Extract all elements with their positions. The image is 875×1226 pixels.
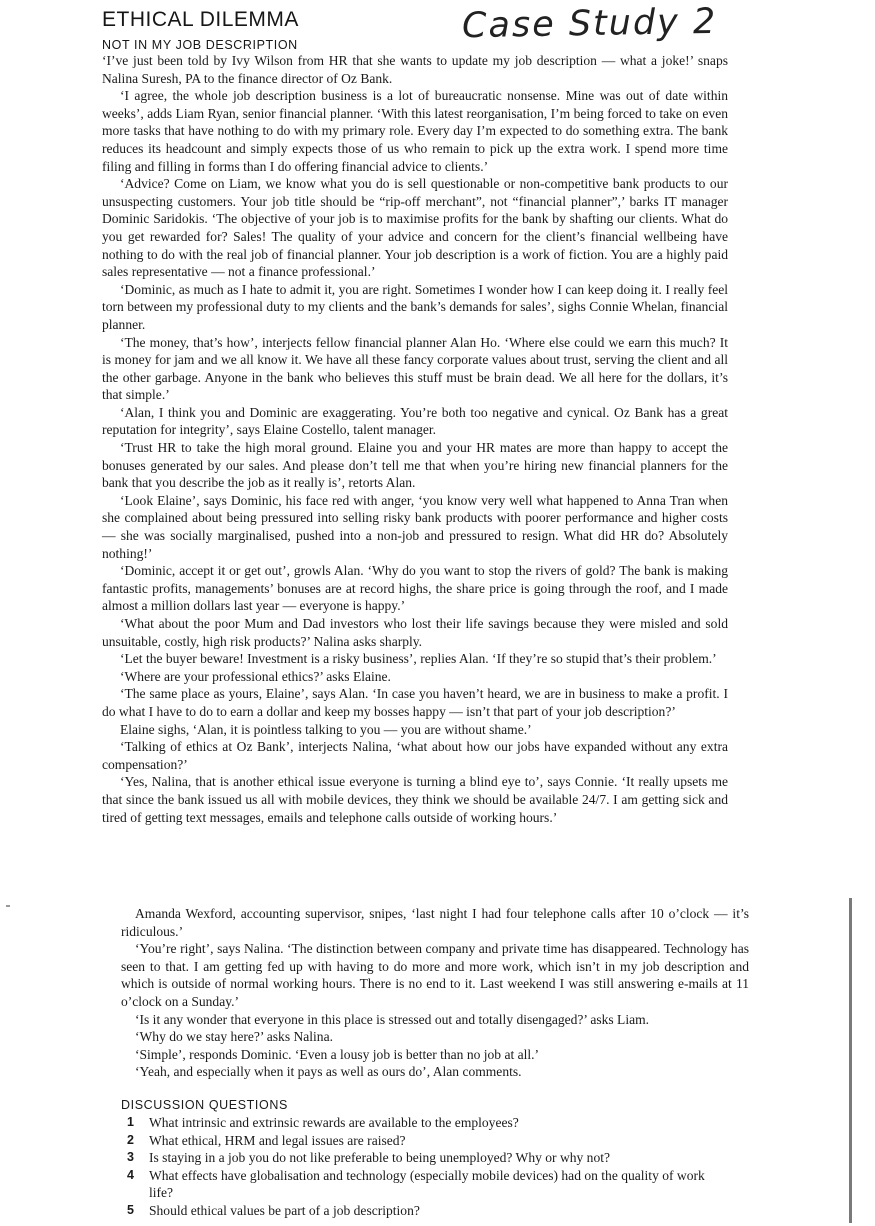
discussion-questions-list	[121, 1114, 731, 1219]
paragraph: ‘Talking of ethics at Oz Bank’, interjects Nalina, ‘what about how our jobs have expanded without any extra compensation?’	[102, 739, 728, 772]
discussion-question	[121, 1114, 731, 1132]
discussion-question	[121, 1202, 731, 1220]
paragraph: ‘What about the poor Mum and Dad investors who lost their life savings because they were misled and sold unsuitable, costly, high risk products?’ Nalina asks sharply.	[102, 616, 728, 649]
question-number: 3	[127, 1150, 134, 1164]
paragraph: ‘Look Elaine’, says Dominic, his face red with anger, ‘you know very well what happened to Anna Tran when she complained about being pressured into selling risky bank products with poorer performance and higher costs — she was socially marginalised, pushed into a non-job and pressured to resign. What did HR do? Absolutely nothing!’	[102, 492, 728, 561]
question-text: Is staying in a job you do not like preferable to being unemployed? Why or why not?	[149, 1150, 610, 1165]
case-study-text-continued	[121, 905, 749, 1081]
paragraph: ‘Dominic, as much as I hate to admit it, you are right. Sometimes I wonder how I can keep doing it. I really feel torn between my professional duty to my clients and the bank’s demands for sales’, sighs Connie Whelan, financial planner.	[102, 281, 728, 332]
case-study-text	[102, 52, 728, 826]
paragraph: Elaine sighs, ‘Alan, it is pointless talking to you — you are without shame.’	[120, 721, 532, 737]
paragraph: ‘Is it any wonder that everyone in this place is stressed out and totally disengaged?’ asks Liam.	[135, 1011, 650, 1027]
paragraph: ‘Yes, Nalina, that is another ethical issue everyone is turning a blind eye to’, says Connie. ‘It really upsets me that since the bank issued us all with mobile devices, they think we should be available 24/7. I am getting sick and tired of getting text messages, emails and telephone calls outside of working hours.’	[102, 774, 728, 825]
paragraph: ‘Simple’, responds Dominic. ‘Even a lousy job is better than no job at all.’	[135, 1046, 540, 1062]
paragraph: ‘Trust HR to take the high moral ground. Elaine you and your HR mates are more than happy to accept the bonuses generated by our sales. And please don’t tell me that when you’re hiring new financial planners for the bank that you describe the job as it really is’, retorts Alan.	[102, 440, 728, 491]
paragraph: ‘Dominic, accept it or get out’, growls Alan. ‘Why do you want to stop the rivers of gold? The bank is making fantastic profits, managements’ bonuses are at record highs, the share price is going through the roof, and I made almost a million dollars last year — everyone is happy.’	[102, 563, 728, 614]
question-text: What ethical, HRM and legal issues are raised?	[149, 1132, 406, 1148]
scan-artifact	[6, 905, 10, 907]
paragraph: ‘The same place as yours, Elaine’, says Alan. ‘In case you haven’t heard, we are in business to make a profit. I do what I have to do to earn a dollar and keep my bosses happy — isn’t that part of your job description?’	[102, 686, 728, 719]
paragraph: ‘Advice? Come on Liam, we know what you do is sell questionable or non-competitive bank products to our unsuspecting customers. Your job title should be “rip-off merchant”, not “financial planner”,’ barks IT manager Dominic Saridokis. ‘The objective of your job is to maximise profits for the bank by shafting our clients. What do you get rewarded for? Sales! The quality of your advice and concern for the client’s financial wellbeing have nothing to do with the real job of financial planner. Your job description is a work of fiction. You are a highly paid sales representative — not a finance professional.’	[102, 176, 728, 280]
discussion-question	[121, 1132, 731, 1150]
paragraph: ‘Yeah, and especially when it pays as well as ours do’, Alan comments.	[135, 1064, 522, 1080]
paragraph: ‘The money, that’s how’, interjects fellow financial planner Alan Ho. ‘Where else could we earn this much? It is money for jam and we all know it. We have all these fancy corporate values about trust, serving the client and all the other garbage. Anyone in the bank who believes this stuff must be brain dead. We all here for the dollars, it’s that simple.’	[102, 334, 728, 403]
document-subtitle: NOT IN MY JOB DESCRIPTION	[102, 38, 298, 52]
handwritten-note: Case Study 2	[461, 1, 718, 47]
discussion-question	[121, 1149, 731, 1167]
paragraph: ‘Where are your professional ethics?’ asks Elaine.	[120, 668, 391, 684]
paragraph: ‘Alan, I think you and Dominic are exaggerating. You’re both too negative and cynical. Oz Bank has a great reputation for integrity’, says Elaine Costello, talent manager.	[102, 404, 728, 438]
document-title: ETHICAL DILEMMA	[102, 8, 299, 31]
paragraph: ‘You’re right’, says Nalina. ‘The distinction between company and private time has disappeared. Technology has seen to that. I am getting fed up with having to do more and more work, which isn’t in my job description and which is outside of normal working hours. There is no end to it. Last weekend I was still answering e-mails at 11 o’clock on a Sunday.’	[121, 941, 749, 1009]
paragraph: ‘Why do we stay here?’ asks Nalina.	[135, 1029, 333, 1045]
discussion-question	[121, 1167, 731, 1202]
question-number: 1	[127, 1115, 134, 1129]
question-text: Should ethical values be part of a job description?	[149, 1202, 420, 1218]
paragraph: ‘I agree, the whole job description business is a lot of bureaucratic nonsense. Mine was out of date within weeks’, adds Liam Ryan, senior financial planner. ‘With this latest reorganisation, I’m being forced to take on even more tasks that have nothing to do with my primary role. Every day I’m expected to do something extra. The bank reduces its headcount and simply expects those of us who remain to pick up the extra work. I spend more time filing and filling in forms than I do offering financial advice to clients.’	[102, 88, 728, 174]
paragraph: ‘Let the buyer beware! Investment is a risky business’, replies Alan. ‘If they’re so stupid that’s their problem.’	[120, 651, 717, 667]
paragraph: ‘I’ve just been told by Ivy Wilson from HR that she wants to update my job description — what a joke!’ snaps Nalina Suresh, PA to the finance director of Oz Bank.	[102, 53, 728, 86]
question-number: 4	[127, 1167, 134, 1182]
question-text: What intrinsic and extrinsic rewards are available to the employees?	[149, 1115, 519, 1130]
question-number: 5	[127, 1202, 134, 1217]
scan-edge-shadow	[849, 898, 852, 1223]
question-text: What effects have globalisation and technology (especially mobile devices) had on the quality of work life?	[149, 1167, 705, 1200]
discussion-heading: DISCUSSION QUESTIONS	[121, 1098, 288, 1112]
question-number: 2	[127, 1132, 134, 1147]
paragraph: Amanda Wexford, accounting supervisor, snipes, ‘last night I had four telephone calls after 10 o’clock — it’s ridiculous.’	[121, 906, 749, 939]
